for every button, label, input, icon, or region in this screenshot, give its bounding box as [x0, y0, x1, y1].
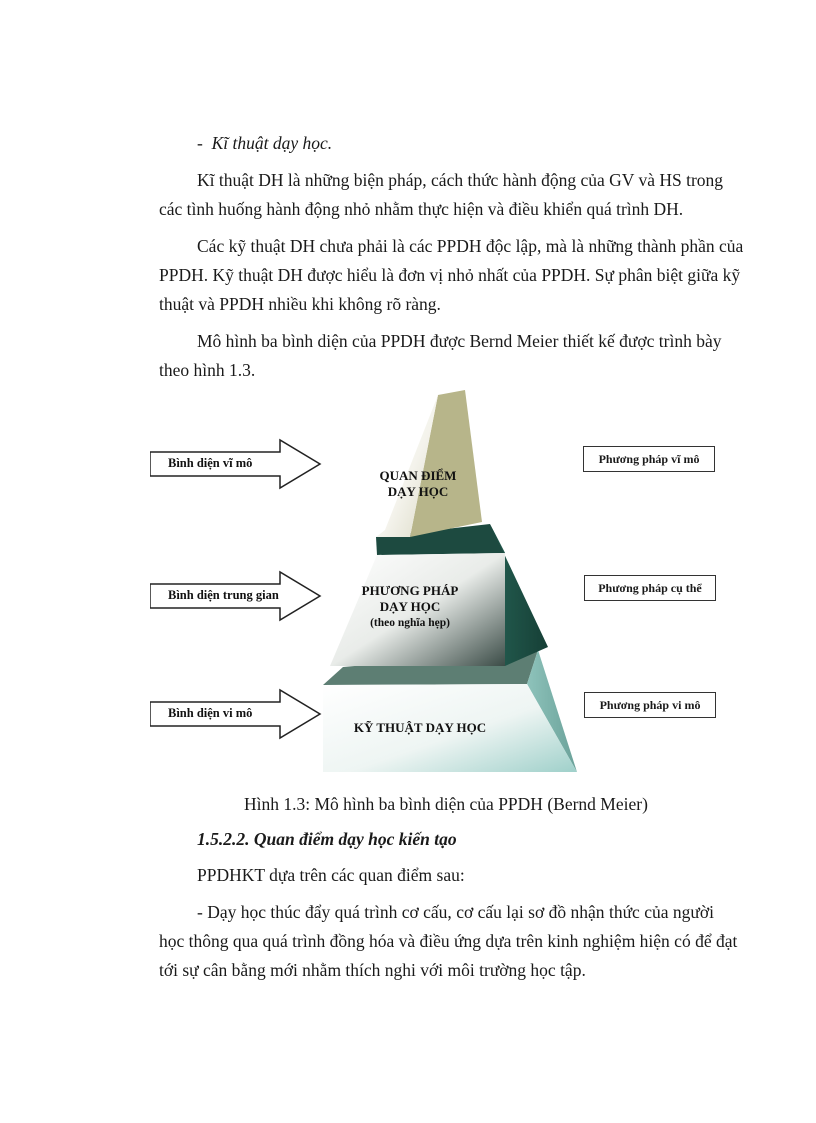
middle-level-line2: DẠY HỌC — [379, 599, 441, 614]
pyramid-diagram — [150, 390, 730, 780]
top-level-line1: QUAN ĐIỂM — [379, 468, 457, 483]
bullet-line2: học thông qua quá trình đồng hóa và điều ứng dựa trên kinh nghiệm hiện có để đạt — [159, 931, 738, 951]
p1-line1: Kĩ thuật DH là những biện pháp, cách thức hành động của GV và HS trong — [197, 170, 724, 190]
p3-line1: Mô hình ba bình diện của PPDH được Bernd Meier thiết kế được trình bày — [197, 331, 722, 351]
bullet-dash: - — [197, 133, 203, 153]
top-level-line2: DẠY HỌC — [387, 484, 449, 499]
p1-line2: các tình huống hành động nhỏ nhằm thực hiện và điều khiển quá trình DH. — [159, 199, 684, 219]
bottom-level-label: KỸ THUẬT DẠY HỌC — [353, 720, 487, 735]
bullet-heading — [197, 133, 332, 154]
arrow-label-middle: Bình diện trung gian — [168, 588, 279, 602]
middle-level-label — [350, 583, 470, 631]
bullet-heading-text: Kĩ thuật dạy học. — [211, 133, 333, 153]
box-micro-method: Phương pháp vi mô — [584, 692, 716, 718]
p2-line3: thuật và PPDH nhiều khi không rõ ràng. — [159, 294, 441, 314]
bullet-line3: tới sự cân bằng mới nhằm thích nghi với môi trường học tập. — [159, 960, 586, 980]
intro-line: PPDHKT dựa trên các quan điểm sau: — [197, 865, 465, 885]
box-specific-method: Phương pháp cụ thể — [584, 575, 716, 601]
bullet-line1: - Dạy học thúc đẩy quá trình cơ cấu, cơ cấu lại sơ đồ nhận thức của người — [197, 902, 714, 922]
middle-level-line1: PHƯƠNG PHÁP — [361, 583, 459, 598]
figure-caption: Hình 1.3: Mô hình ba bình diện của PPDH (Bernd Meier) — [244, 794, 648, 814]
p2-line1: Các kỹ thuật DH chưa phải là các PPDH độc lập, mà là những thành phần của — [197, 236, 744, 256]
middle-level-line3: (theo nghĩa hẹp) — [370, 617, 450, 629]
p3-line2: theo hình 1.3. — [159, 360, 256, 380]
arrow-label-micro: Bình diện vi mô — [168, 706, 253, 720]
p2-line2: PPDH. Kỹ thuật DH được hiểu là đơn vị nhỏ nhất của PPDH. Sự phân biệt giữa kỹ — [159, 265, 741, 285]
top-level-label — [368, 468, 468, 500]
section-heading: 1.5.2.2. Quan điểm dạy học kiến tạo — [197, 829, 457, 849]
arrow-label-macro: Bình diện vĩ mô — [168, 456, 253, 470]
box-macro-method: Phương pháp vĩ mô — [583, 446, 715, 472]
